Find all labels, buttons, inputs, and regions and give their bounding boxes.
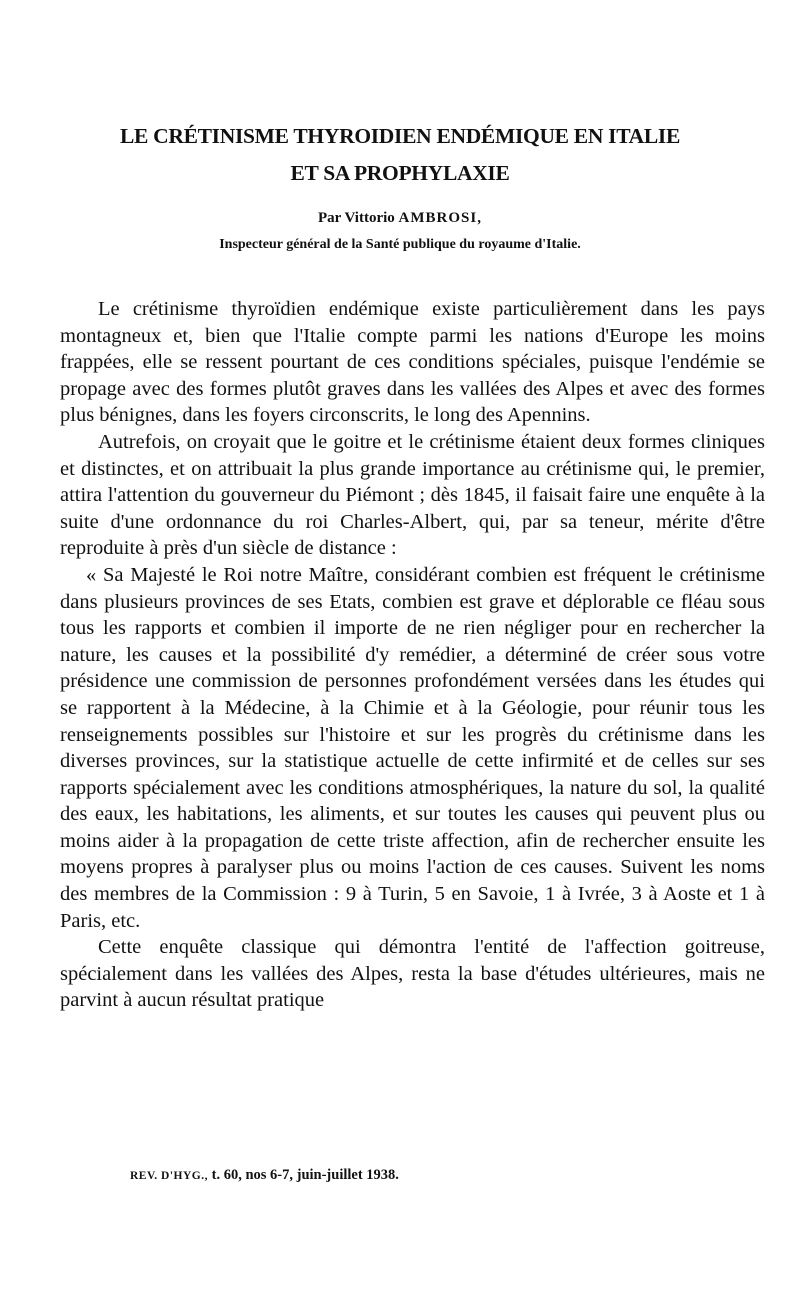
- journal-citation-footer: [130, 1167, 399, 1184]
- paragraph-4: Cette enquête classique qui démontra l'entité de l'affection goitreuse, spécialement dans les vallées des Alpes, resta la base d'études ultérieures, mais ne parvint à aucun résultat pratique: [60, 936, 765, 1012]
- journal-volume-issue: t. 60, nos 6-7, juin-juillet 1938.: [211, 1167, 399, 1183]
- author-affiliation: Inspecteur général de la Santé publique du royaume d'Italie.: [219, 237, 581, 252]
- author-surname: AMBROSI,: [398, 210, 482, 226]
- article-title-line-2: ET SA PROPHYLAXIE: [290, 161, 510, 185]
- article-title-line-1: LE CRÉTINISME THYROIDIEN ENDÉMIQUE EN ITALIE: [119, 124, 681, 148]
- byline-prefix: Par Vittorio: [318, 210, 395, 226]
- journal-abbreviation: REV. D'HYG.,: [130, 1170, 208, 1182]
- paragraph-2: Autrefois, on croyait que le goitre et le crétinisme étaient deux formes cliniques et distinctes, et on attribuait la plus grande importance au crétinisme qui, le premier, attira l'attention du gouverneur du Piémont ; dès 1845, il faisait faire une enquête à la suite d'une ordonnance du roi Charles-Albert, qui, par sa teneur, mérite d'être reproduite à près d'un siècle de distance :: [60, 430, 765, 560]
- paragraph-3-quotation: « Sa Majesté le Roi notre Maître, considérant combien est fréquent le crétinisme dans plusieurs provinces de ses Etats, combien est grave et déplorable ce fléau sous tous les rapports et combien il importe de ne rien négliger pour en rechercher la nature, les causes et la possibilité d'y remédier, a déterminé de créer sous votre présidence une commission de personnes profondément versées dans les études qui se rapportent à la Médecine, à la Chimie et à la Géologie, pour réunir tous les renseignements possibles sur l'histoire et sur les progrès du crétinisme dans les diverses provinces, sur la statistique actuelle de cette infirmité et de celles sur ses rapports spécialement avec les conditions atmosphériques, la nature du sol, la qualité des eaux, les habitations, les aliments, et sur toutes les causes qui peuvent plus ou moins aider à la propagation de cette triste affection, afin de rechercher ensuite les moyens propres à paralyser plus ou moins l'action de ces causes. Suivent les noms des membres de la Commission : 9 à Turin, 5 en Savoie, 1 à Ivrée, 3 à Aoste et 1 à Paris, etc.: [60, 563, 765, 932]
- paragraph-1: Le crétinisme thyroïdien endémique existe particulièrement dans les pays montagneux et, bien que l'Italie compte parmi les nations d'Europe les moins frappées, elle se ressent pourtant de ces conditions spéciales, puisque l'endémie se propage avec des formes plutôt graves dans les vallées des Alpes et avec des formes plus bénignes, dans les foyers circonscrits, le long des Apennins.: [60, 298, 765, 427]
- article-body: [60, 296, 765, 1014]
- author-byline: [60, 210, 740, 227]
